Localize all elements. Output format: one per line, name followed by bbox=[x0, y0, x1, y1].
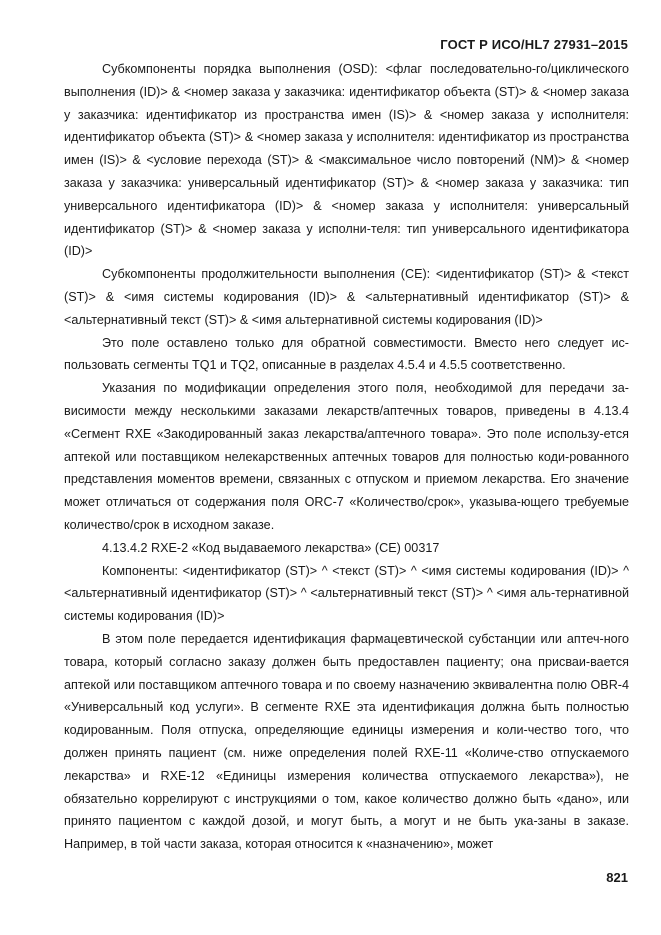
page-number: 821 bbox=[606, 870, 628, 885]
paragraph-identification: В этом поле передается идентификация фармацевтической субстанции или аптеч-ного товара, который согласно заказу должен быть предоставлен пациенту; она присваи-вается аптекой или поставщиком аптечного товара и по своему назначению эквивалентна полю OBR-4 «Универсальный код услуги». В сегменте RXE эта идентификация должна быть полностью кодированным. Поля отпуска, определяющие единицы измерения и коли-чество того, что должен принять пациент (см. ниже определения полей RXE-11 «Количе-ство отпускаемого лекарства» и RXE-12 «Единицы измерения количества отпускаемого лекарства»), не обязательно коррелируют с инструкциями о том, какое количество должно быть «дано», или принято пациентом с каждой дозой, и могут быть, а могут и не быть ука-заны в заказе. Например, в той части заказа, которая относится к «назначению», может bbox=[64, 631, 629, 852]
paragraph-backward-compat: Это поле оставлено только для обратной совместимости. Вместо него следует ис-пользовать сегменты TQ1 и TQ2, описанные в разделах 4.5.4 и 4.5.5 соответственно. bbox=[64, 335, 629, 373]
paragraph-components: Компоненты: <идентификатор (ST)> ^ <текст (ST)> ^ <имя системы кодирования (ID)> ^ <альтернативный идентификатор (ST)> ^ <альтернативный текст (ST)> ^ <имя аль-тернативной системы кодирования (ID)> bbox=[64, 563, 629, 624]
paragraph-ce-subcomponents: Субкомпоненты продолжительности выполнения (CE): <идентификатор (ST)> & <текст (ST)> & <имя системы кодирования (ID)> & <альтернативный идентификатор (ST)> & <альтернативный текст (ST)> & <имя альтернативной системы кодирования (ID)> bbox=[64, 267, 629, 327]
section-heading-rxe-2: 4.13.4.2 RXE-2 «Код выдаваемого лекарства» (CE) 00317 bbox=[102, 540, 440, 555]
standard-header: ГОСТ Р ИСО/HL7 27931–2015 bbox=[440, 37, 628, 52]
paragraph-osd-subcomponents: Субкомпоненты порядка выполнения (OSD): <флаг последовательно-го/циклического выполнения (ID)> & <номер заказа у заказчика: идентификатор объекта (ST)> & <номер заказа у заказчика: идентификатор из пространства имен (IS)> & <номер заказа у исполнителя: идентификатор объекта (ST)> & <номер заказа у исполнителя: идентификатор из пространства имен (IS)> & <условие перехода (ST)> & <максимальное число повторений (NM)> & <номер заказа у заказчика: универсальный идентификатор (ST)> & <номер заказа у заказчика: тип универсального идентификатора (ID)> & <номер заказа у исполнителя: универсальный идентификатор (ST)> & <номер заказа у исполни-теля: тип универсального идентификатора (ID)> bbox=[64, 62, 629, 259]
paragraph-modification-notes: Указания по модификации определения этого поля, необходимой для передачи за-висимости между несколькими заказами лекарств/аптечных товаров, приведены в 4.13.4 «Сегмент RXE «Закодированный заказ лекарства/аптечного товара». Это поле использу-ется аптекой или поставщиком нелекарственных аптечных товаров для полностью коди-рованного представления моментов времени, связанных с отпуском и приемом лекарства. Его значение может отличаться от содержания поля ORC-7 «Количество/срок», указыва-ющего требуемые количество/срок в исходном заказе. bbox=[64, 381, 629, 532]
body-text bbox=[64, 58, 629, 856]
